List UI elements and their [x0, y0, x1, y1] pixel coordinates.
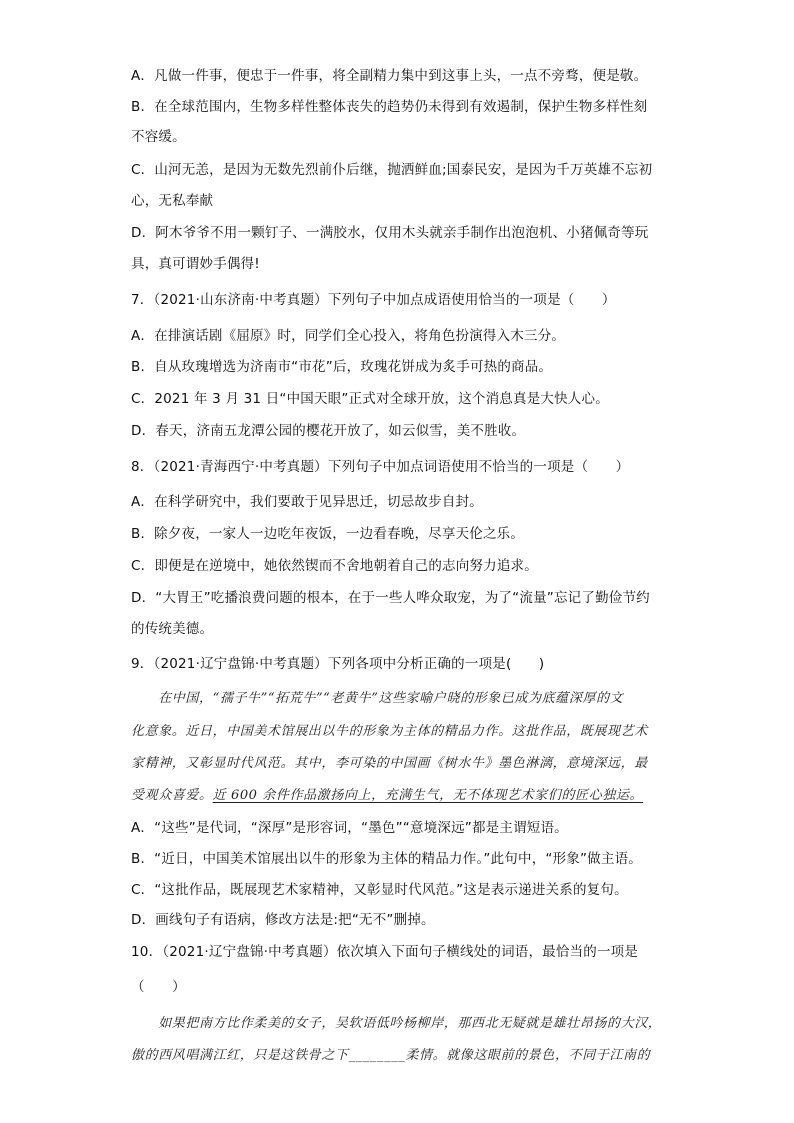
q8-option-d-line1: D．“大胃王”吃播浪费问题的根本，在于一些人哗众取宠，为了“流量”忘记了勤俭节约: [131, 590, 650, 606]
q7-stem: 7．（2021·山东济南·中考真题）下列句子中加点成语使用恰当的一项是（ ）: [131, 292, 616, 308]
q8-option-d-line2: 的传统美德。: [131, 621, 214, 637]
q7-option-a: A．在排演话剧《屈原》时，同学们全心投入，将角色扮演得入木三分。: [131, 328, 566, 344]
q6-option-c-line1: C．山河无恙，是因为无数先烈前仆后继，抛洒鲜血;国泰民安，是因为千万英雄不忘初: [131, 162, 653, 178]
q10-passage-line2: 傲的西风唱满江红，只是这铁骨之下________柔情。就像这眼前的景色，不同于江南的: [131, 1048, 651, 1063]
q9-passage-line4-text: 受观众喜爱。: [131, 788, 213, 803]
q9-passage-line4: [131, 786, 661, 806]
q6-option-d-line1: D．阿木爷爷不用一颗钉子、一满胶水，仅用木头就亲手制作出泡泡机、小猪佩奇等玩: [131, 225, 649, 241]
q10-passage-line1: 如果把南方比作柔美的女子，吴软语低吟杨柳岸，那西北无疑就是雄壮昂扬的大汉，: [131, 1016, 662, 1031]
q9-passage-line3: 家精神，又彰显时代风范。其中，李可染的中国画《树水牛》墨色淋漓，意境深远，最: [131, 756, 648, 771]
q7-option-b: B．自从玫瑰增选为济南市“市花”后，玫瑰花饼成为炙手可热的商品。: [131, 359, 553, 375]
q8-option-c: C．即便是在逆境中，她依然锲而不舍地朝着自己的志向努力追求。: [131, 558, 538, 574]
q9-passage-line2: 化意象。近日，中国美术馆展出以牛的形象为主体的精品力作。这批作品，既展现艺术: [131, 724, 648, 739]
q6-option-b-line1: B．在全球范围内，生物多样性整体丧失的趋势仍未得到有效遏制，保护生物多样性刻: [131, 99, 648, 115]
q6-option-b-line2: 不容缓。: [131, 129, 186, 145]
q6-option-c-line2: 心，无私奉献: [131, 193, 214, 209]
q6-option-a: A．凡做一件事，便忠于一件事，将全副精力集中到这事上头，一点不旁骛，便是敬。: [131, 68, 648, 84]
q6-option-d-line2: 具，真可谓妙手偶得!: [131, 256, 260, 272]
q8-option-a: A．在科学研究中，我们要敢于见异思迁，切忌故步自封。: [131, 494, 483, 510]
q9-option-b: B．“近日，中国美术馆展出以牛的形象为主体的精品力作。”此句中，“形象”做主语。: [131, 851, 642, 867]
q7-option-d: D．春天，济南五龙潭公园的樱花开放了，如云似雪，美不胜收。: [131, 423, 526, 439]
q10-answer-paren: （ ）: [131, 979, 186, 995]
q9-stem: 9．（2021·辽宁盘锦·中考真题）下列各项中分析正确的一项是( ): [131, 656, 545, 672]
q8-stem: 8．（2021·青海西宁·中考真题）下列句子中加点词语使用不恰当的一项是（ ）: [131, 459, 630, 475]
q9-option-a: A．“这些”是代词，“深厚”是形容词，“墨色”“意境深远”都是主谓短语。: [131, 820, 568, 836]
q9-passage-line1: 在中国，“孺子牛”“拓荒牛”“老黄牛”这些家喻户晓的形象已成为底蕴深厚的文: [131, 691, 624, 706]
q9-option-d: D．画线句子有语病，修改方法是:把“无不”删掉。: [131, 912, 435, 928]
q9-underlined-sentence: 近 600 余件作品激扬向上，充满生气，无不体现艺术家们的匠心独运。: [212, 788, 644, 803]
q10-stem: 10．（2021·辽宁盘锦·中考真题）依次填入下面句子横线处的词语，最恰当的一项是: [131, 944, 639, 960]
q7-option-c: C．2021 年 3 月 31 日“中国天眼”正式对全球开放，这个消息真是大快人心。: [131, 391, 609, 407]
q9-option-c: C．“这批作品，既展现艺术家精神，又彰显时代风范。”这是表示递进关系的复句。: [131, 882, 628, 898]
q8-option-b: B．除夕夜，一家人一边吃年夜饭，一边看春晚，尽享天伦之乐。: [131, 526, 525, 542]
